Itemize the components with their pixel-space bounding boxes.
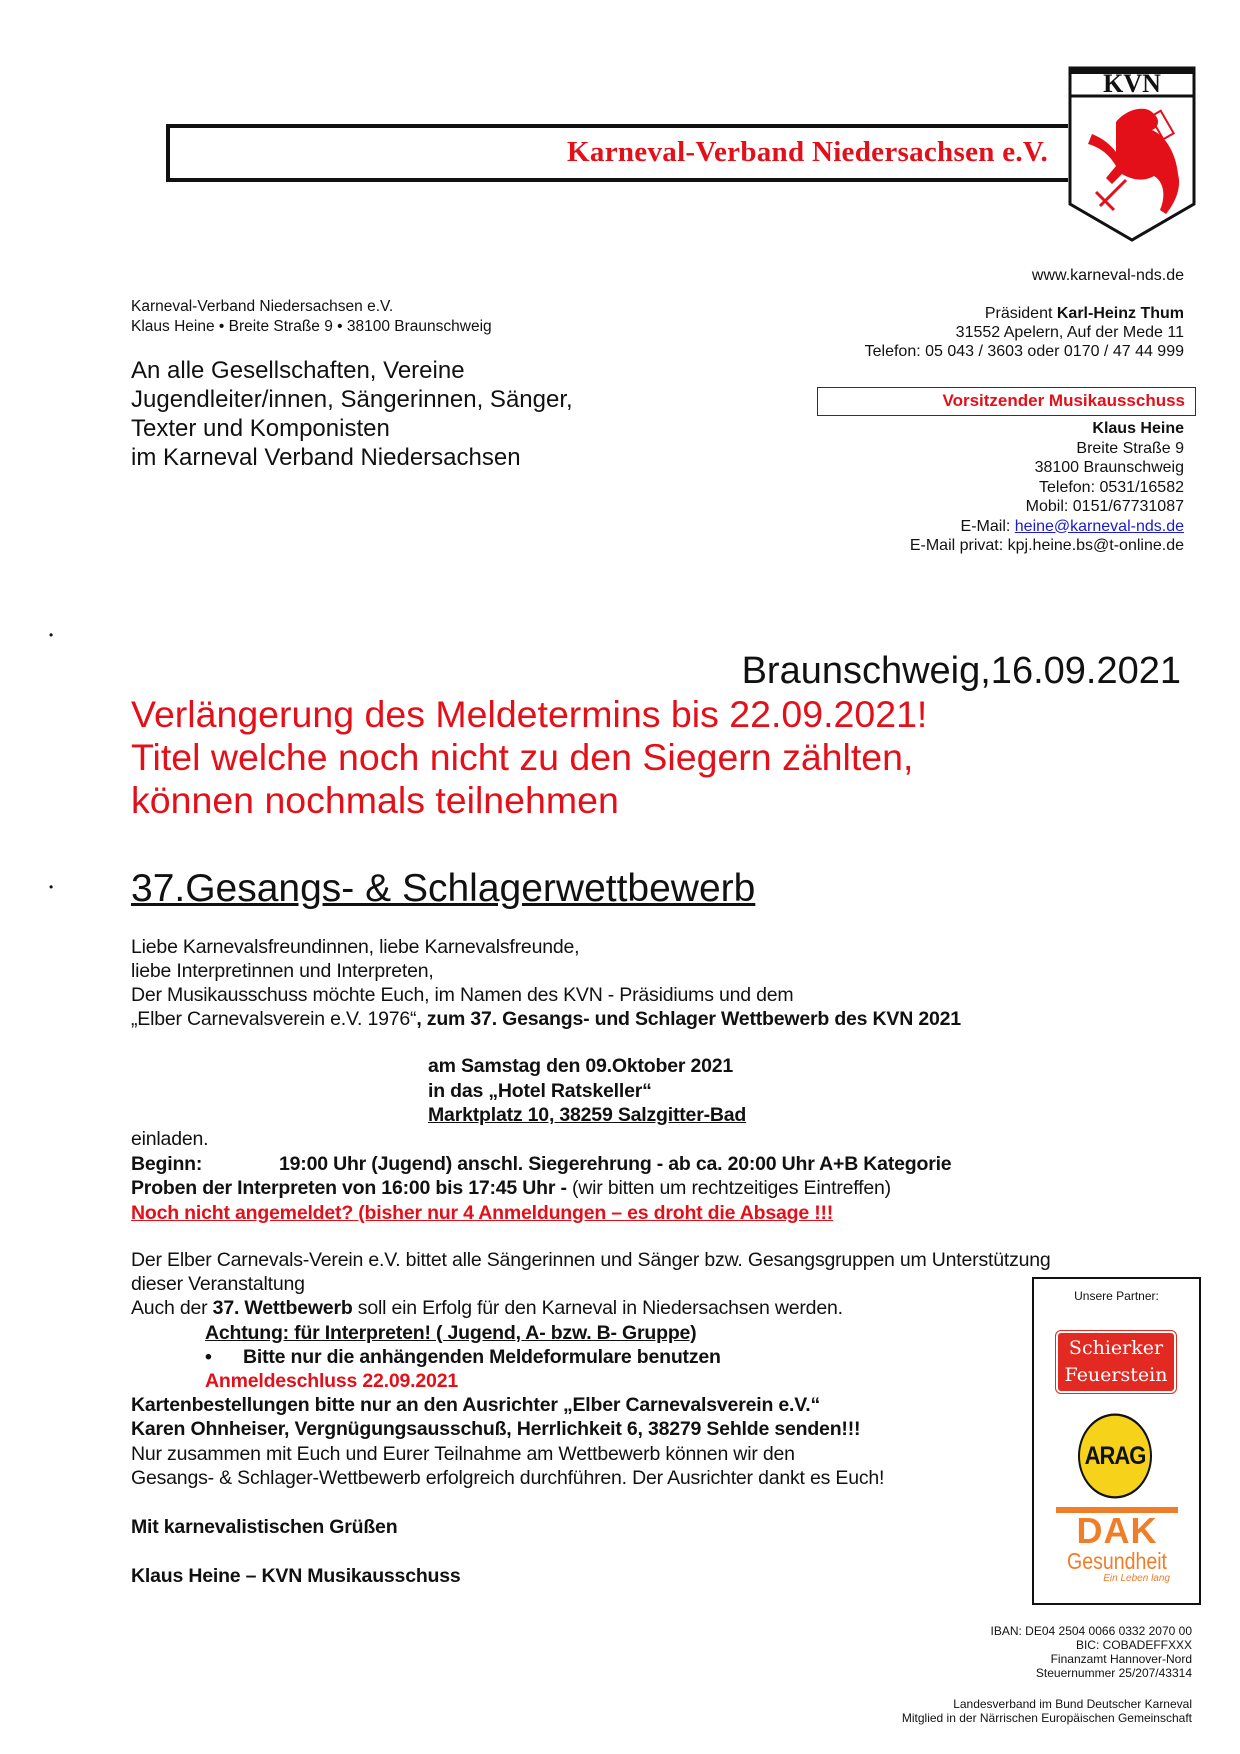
intro-line: Der Musikausschuss möchte Euch, im Namen des KVN - Präsidiums und dem [131,984,794,1006]
registration-warning: Noch nicht angemeldet? (bisher nur 4 Anmeldungen – es droht die Absage !!! [131,1201,834,1224]
president-prefix: Präsident [984,305,1057,322]
rehearsal-time: Proben der Interpreten von 16:00 bis 17:45 Uhr - [131,1177,572,1199]
email-link[interactable]: heine@karneval-nds.de [1014,517,1184,535]
support-line: Der Elber Carnevals-Verein e.V. bittet alle Sängerinnen und Sänger bzw. Gesangsgruppen um Unterstützung [131,1249,1051,1271]
event-address: Marktplatz 10, 38259 Salzgitter-Bad [428,1104,747,1126]
closing-line: Gesangs- & Schlager-Wettbewerb erfolgreich durchführen. Der Ausrichter dankt es Euch! [131,1466,885,1489]
committee-title: Vorsitzender Musikausschuss [942,391,1185,410]
recipient-line: An alle Gesellschaften, Vereine [131,357,465,384]
committee-name: Klaus Heine [1092,420,1184,437]
dak-sub: Gesundheit [1066,1548,1167,1574]
schierker-feuerstein-logo [1056,1331,1176,1393]
start-label: Beginn: [131,1152,203,1175]
committee-contact [910,419,1184,556]
attention-line: Achtung: für Interpreten! ( Jugend, A- bzw. B- Gruppe) [205,1321,697,1344]
sender-line2: Klaus Heine • Breite Straße 9 • 38100 Braunschweig [131,318,492,335]
event-date: am Samstag den 09.Oktober 2021 [428,1055,734,1077]
start-text: 19:00 Uhr (Jugend) anschl. Siegerehrung - ab ca. 20:00 Uhr A+B Kategorie [279,1152,952,1175]
event-venue: in das „Hotel Ratskeller“ [428,1079,652,1102]
org-title: Karneval-Verband Niedersachsen e.V. [567,136,1048,168]
sender-address [131,297,492,337]
membership-line: Mitglied in der Närrischen Europäischen Gemeinschaft [901,1711,1192,1725]
svg-text:KVN: KVN [1103,69,1161,98]
bank-info [991,1624,1193,1680]
president-phone: Telefon: 05 043 / 3603 oder 0170 / 47 44 999 [864,343,1184,360]
rehearsal-note: (wir bitten um rechtzeitiges Eintreffen) [572,1177,891,1199]
body-schedule [131,1127,951,1225]
host-name: „Elber Carnevalsverein e.V. 1976“ [131,1008,417,1030]
committee-phone: Telefon: 0531/16582 [1038,478,1184,496]
tax-office: Finanzamt Hannover-Nord [1050,1652,1192,1666]
committee-mobile: Mobil: 0151/67731087 [1025,498,1184,515]
greeting-line: liebe Interpretinnen und Interpreten, [131,960,434,982]
dak-text: DAK [1056,1507,1178,1549]
success-text: Auch der [131,1297,213,1320]
committee-street: Breite Straße 9 [1076,439,1184,457]
tickets-line: Kartenbestellungen bitte nur an den Ausrichter „Elber Carnevalsverein e.V.“ [131,1394,821,1417]
deadline-line: Anmeldeschluss 22.09.2021 [205,1370,458,1393]
partners-label: Unsere Partner: [1074,1289,1159,1303]
bullet-icon: • [205,1345,212,1368]
bic: BIC: COBADEFFXXX [1075,1638,1192,1652]
red-heading-line: Titel welche noch nicht zu den Siegern zählten, [131,736,914,778]
bullet-text: Bitte nur die anhängenden Meldeformulare benutzen [243,1345,721,1368]
red-heading-line: können nochmals teilnehmen [131,779,619,821]
body-main [131,1248,1051,1490]
body-intro [131,935,961,1031]
recipient-line: Jugendleiter/innen, Sängerinnen, Sänger, [131,386,573,413]
sender-line1: Karneval-Verband Niedersachsen e.V. [131,298,394,315]
bullet-dot: • [49,628,54,642]
schierker-text: Schierker [1068,1337,1164,1359]
president-name: Karl-Heinz Thum [1056,305,1184,322]
iban: IBAN: DE04 2504 0066 0332 2070 00 [990,1624,1192,1638]
competition-name: 37. Gesangs- und Schlager Wettbewerb des KVN 2021 [470,1008,961,1030]
regards: Mit karnevalistischen Grüßen [131,1516,398,1538]
tax-number: Steuernummer 25/207/43314 [1035,1666,1192,1680]
committee-city: 38100 Braunschweig [1034,459,1184,476]
tickets-line: Karen Ohnheiser, Vergnügungsausschuß, Herrlichkeit 6, 38279 Sehlde senden!!! [131,1418,861,1441]
header-banner [166,124,1068,182]
success-bold: 37. Wettbewerb [212,1297,353,1320]
membership-line: Landesverband im Bund Deutscher Karneval [953,1697,1192,1711]
committee-email-private: E-Mail privat: kpj.heine.bs@t-online.de [909,537,1184,554]
signature: Klaus Heine – KVN Musikausschuss [131,1565,461,1587]
greeting-line: Liebe Karnevalsfreundinnen, liebe Karnevalsfreunde, [131,936,580,958]
dak-slogan: Ein Leben lang [1103,1573,1170,1584]
support-line: dieser Veranstaltung [131,1273,305,1296]
closing-line: Nur zusammen mit Euch und Eurer Teilnahme am Wettbewerb können wir den [131,1442,795,1465]
intro-text: , zum [416,1008,471,1030]
recipient-line: im Karneval Verband Niedersachsen [131,444,521,471]
recipients-block [131,356,573,472]
arag-logo: ARAG [1078,1413,1152,1498]
feuerstein-text: Feuerstein [1064,1364,1168,1386]
red-heading [131,693,927,822]
date-line: Braunschweig,16.09.2021 [741,650,1181,692]
partners-box [1032,1277,1201,1605]
president-address: 31552 Apelern, Auf der Mede 11 [955,324,1184,341]
email-label: E-Mail: [960,517,1015,535]
success-text: soll ein Erfolg für den Karneval in Niedersachsen werden. [352,1297,843,1320]
committee-title-box [817,387,1196,416]
page-title: 37.Gesangs- & Schlagerwettbewerb [131,867,756,910]
dak-logo [1056,1507,1178,1584]
bullet-dot: • [49,880,54,894]
kvn-shield-logo [1066,64,1198,244]
president-block [865,304,1184,361]
invite-line: einladen. [131,1128,209,1150]
event-details [428,1054,746,1128]
intro-line [131,1007,961,1031]
red-heading-line: Verlängerung des Meldetermins bis 22.09.2021! [131,693,928,735]
recipient-line: Texter und Komponisten [131,415,390,442]
membership-info [902,1697,1192,1725]
website-link[interactable]: www.karneval-nds.de [1031,267,1184,284]
